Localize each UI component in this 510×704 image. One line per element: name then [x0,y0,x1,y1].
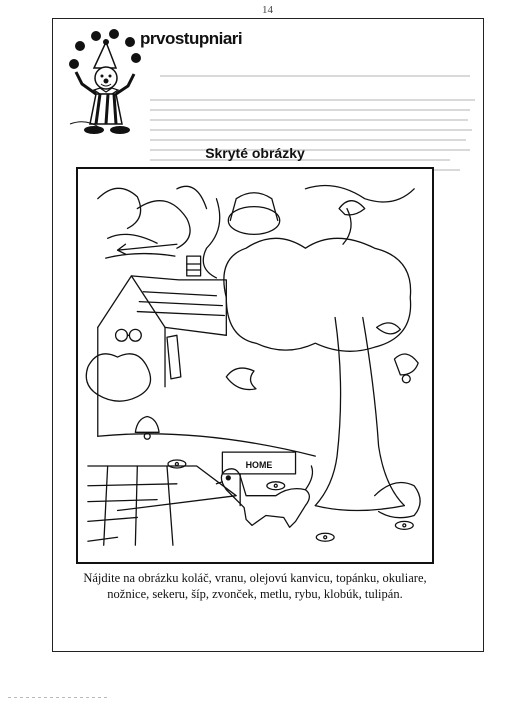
instruction-caption: Nájdite na obrázku koláč, vranu, olejovú kanvicu, topánku, okuliare, nožnice, sekeru, šíp, zvonček, metlu, rybu, klobúk, tulipán. [83,571,427,601]
page-number: 14 [262,4,273,16]
scan-artifact [8,686,108,689]
home-sign-text: HOME [245,459,273,470]
section-label: prvostupniari [140,29,243,48]
hidden-pictures-illustration [76,167,434,564]
page-title: Skryté obrázky [205,145,305,161]
clown-mascot-illustration [66,28,146,140]
